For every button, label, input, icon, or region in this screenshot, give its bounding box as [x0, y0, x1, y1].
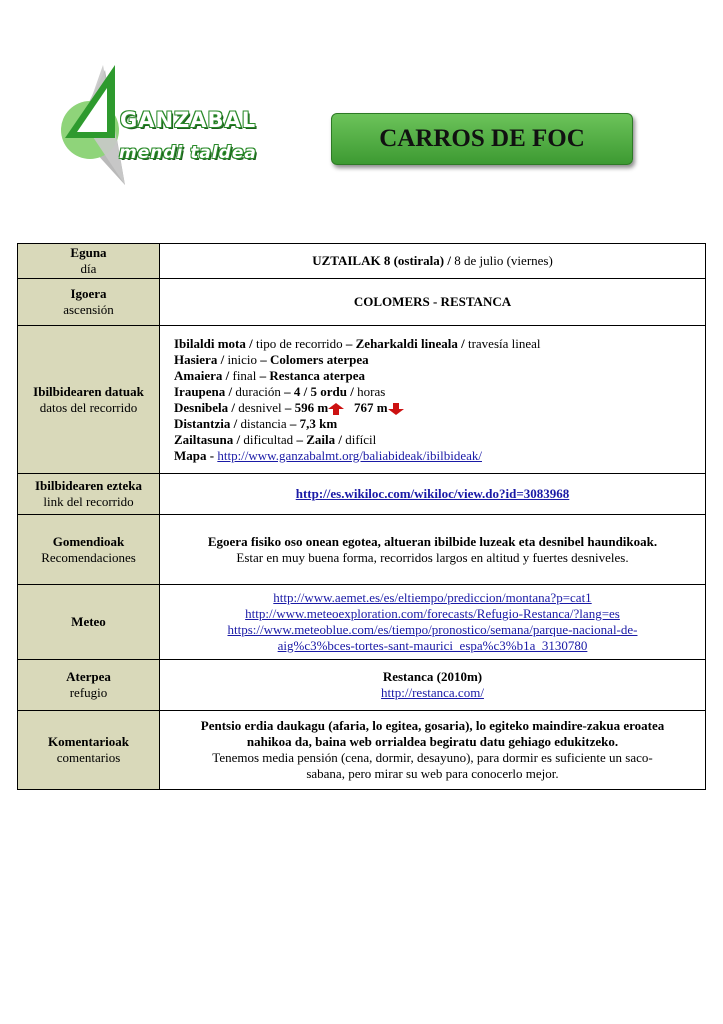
value-meteo: [160, 585, 706, 660]
key-eu: Distantzia /: [174, 415, 238, 431]
elevation-line: [174, 400, 699, 416]
value-aterpea: [160, 660, 706, 711]
label-eu: Komentarioak: [48, 734, 129, 749]
label-es: ascensión: [63, 302, 114, 317]
key-es: desnivel: [235, 399, 285, 415]
key-eu: Hasiera /: [174, 351, 225, 367]
table-row-komentarioak: [18, 711, 706, 790]
label-es: Recomendaciones: [41, 549, 136, 565]
label-datuak: [18, 326, 160, 474]
key-eu: Amaiera /: [174, 367, 230, 383]
label-meteo: [18, 585, 160, 660]
label-gomendioak: [18, 515, 160, 585]
label-eu: Ibilbidearen ezteka: [34, 478, 142, 493]
value-komentarioak: [160, 711, 706, 790]
value-igoera: COLOMERS - RESTANCA: [160, 279, 706, 326]
meteoblue-link-part1[interactable]: https://www.meteoblue.com/es/tiempo/pronostico/semana/parque-nacional-de-: [227, 622, 638, 637]
key-eu: Ibilaldi mota /: [174, 335, 253, 351]
meteoexploration-link[interactable]: http://www.meteoexploration.com/forecasts/Refugio-Restanca/?lang=es: [245, 606, 620, 621]
label-es: datos del recorrido: [39, 399, 138, 415]
value-eu: – Zaila /: [296, 431, 342, 447]
label-es: refugio: [69, 685, 108, 700]
table-row-datuak: [18, 326, 706, 474]
label-eu: Eguna: [70, 245, 107, 260]
route-type-line: [174, 336, 699, 352]
comment-eu-line1: Pentsio erdia daukagu (afaria, lo egitea, gosaria), lo egiteko maindire-zakua eroatea: [200, 718, 665, 733]
wikiloc-link[interactable]: http://es.wikiloc.com/wikiloc/view.do?id=3083968: [295, 486, 570, 501]
recommendation-eu: Egoera fisiko oso onean egotea, altueran ibilbide luzeak eta desnibel haundikoak.: [207, 533, 658, 549]
value-datuak: [160, 326, 706, 474]
start-line: [174, 352, 699, 368]
page-title: CARROS DE FOC: [379, 125, 585, 152]
difficulty-line: [174, 432, 699, 448]
label-aterpea: [18, 660, 160, 711]
value-eu: – 4 / 5 ordu /: [284, 383, 354, 399]
value-eu: – Colomers aterpea: [260, 351, 369, 367]
label-eu: Gomendioak: [52, 533, 125, 549]
value-gomendioak: [160, 515, 706, 585]
distance-line: [174, 416, 699, 432]
value-eu: – Restanca aterpea: [259, 367, 365, 383]
refuge-name: Restanca (2010m): [382, 669, 483, 684]
value-esteka: [160, 474, 706, 515]
key-eu: Iraupena /: [174, 383, 233, 399]
key-es: final: [229, 367, 260, 383]
label-eu: Meteo: [71, 614, 106, 629]
aemet-link[interactable]: http://www.aemet.es/es/eltiempo/prediccion/montana?p=cat1: [273, 590, 592, 605]
table-row-esteka: [18, 474, 706, 515]
key-es: dificultad: [240, 431, 297, 447]
value-eu: – Zeharkaldi lineala /: [345, 335, 465, 351]
label-igoera: [18, 279, 160, 326]
value-eguna: [160, 244, 706, 279]
key-es: distancia: [237, 415, 290, 431]
label-es: comentarios: [56, 750, 121, 765]
label-es: día: [80, 261, 97, 276]
end-line: [174, 368, 699, 384]
label-eguna: [18, 244, 160, 279]
logo-subtitle: mendi taldea: [119, 143, 257, 163]
value-es: horas: [353, 383, 386, 399]
key-es: duración: [232, 383, 285, 399]
label-eu: Aterpea: [66, 669, 111, 684]
key-eu: Desnibela /: [174, 399, 236, 415]
duration-line: [174, 384, 699, 400]
title-banner: [331, 113, 633, 165]
label-eu: Ibilbidearen datuak: [33, 383, 144, 399]
table-row-gomendioak: [18, 515, 706, 585]
route-info-table: [17, 243, 706, 790]
value-es: difícil: [341, 431, 377, 447]
arrow-up-icon: [328, 403, 344, 415]
key-eu: Zailtasuna /: [174, 431, 241, 447]
table-row-aterpea: [18, 660, 706, 711]
key-es: inicio: [224, 351, 261, 367]
map-link[interactable]: http://www.ganzabalmt.org/baliabideak/ibilbideak/: [217, 447, 482, 463]
table-row-meteo: [18, 585, 706, 660]
label-es: link del recorrido: [43, 494, 134, 509]
label-eu: Igoera: [70, 286, 107, 301]
logo-name: GANZABAL: [120, 108, 257, 132]
comment-es-line1: Tenemos media pensión (cena, dormir, desayuno), para dormir es suficiente un saco-: [212, 750, 653, 765]
table-row-eguna: [18, 244, 706, 279]
ascent-value: – 596 m: [284, 399, 329, 415]
value-eu: – 7,3 km: [289, 415, 338, 431]
comment-eu-line2: nahikoa da, baina web orrialdea begiratu datu gehiago edukitzeko.: [246, 734, 619, 749]
date-eu: UZTAILAK 8 (ostirala): [312, 253, 445, 268]
value-es: travesía lineal: [464, 335, 541, 351]
table-row-igoera: [18, 279, 706, 326]
key-es: tipo de recorrido: [252, 335, 346, 351]
recommendation-es: Estar en muy buena forma, recorridos largos en altitud y fuertes desniveles.: [236, 549, 629, 565]
map-line: [174, 448, 699, 464]
arrow-down-icon: [388, 403, 404, 415]
label-komentarioak: [18, 711, 160, 790]
date-es: 8 de julio (viernes): [454, 253, 553, 268]
comment-es-line2: sabana, pero mirar su web para conocerlo mejor.: [306, 766, 559, 781]
refuge-link[interactable]: http://restanca.com/: [381, 685, 484, 700]
meteoblue-link-part2[interactable]: aig%c3%bces-tortes-sant-maurici_espa%c3%b1a_3130780: [277, 638, 588, 653]
label-esteka: [18, 474, 160, 515]
key-eu: Mapa -: [174, 447, 218, 463]
descent-value: 767 m: [353, 399, 388, 415]
date-separator: /: [444, 253, 455, 268]
